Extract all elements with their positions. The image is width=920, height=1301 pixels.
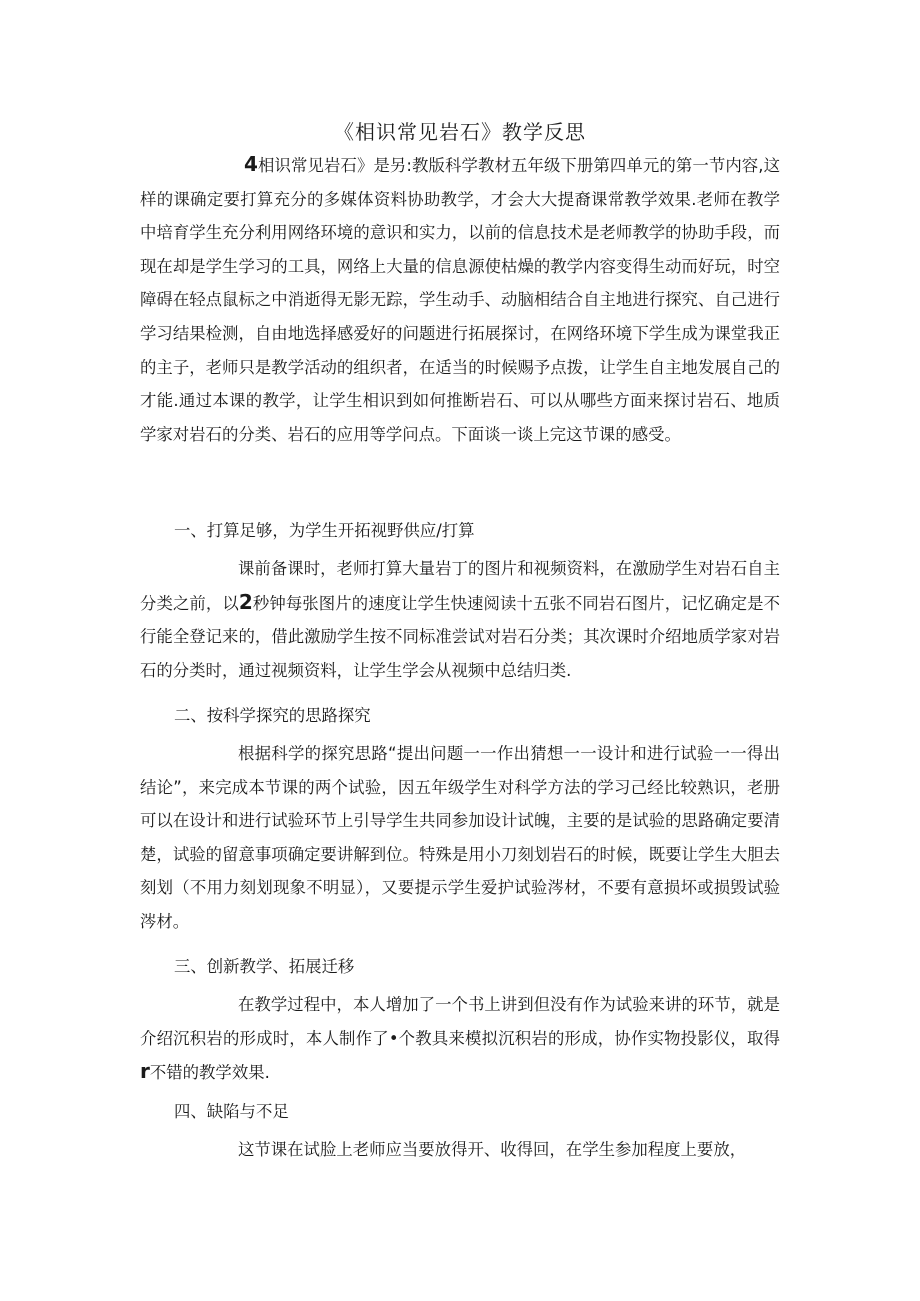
section-3-text-b: 不错的教学效果.	[149, 1063, 270, 1083]
intro-lead-number: 4	[244, 152, 258, 176]
section-4-paragraph: 这节课在试脸上老师应当要放得开、收得回，在学生参加程度上要放，	[238, 1140, 747, 1159]
section-1-text-b: 秒钟每张图片的速度让学生快速阅读十五张不同岩石图片，记忆确定是不行能全登记来的，借此激励学生按不同标准尝试对岩石分类；其次课时介绍地质学家对岩石的分类时，通过视频资料，让学生学会从视频中总结归类.	[140, 593, 781, 680]
document-title: 《相识常见岩石》教学反思	[334, 120, 586, 144]
section-3-paragraph	[140, 988, 780, 1090]
section-1-paragraph	[140, 552, 780, 687]
section-heading-2: 二、按科学探究的思路探究	[174, 706, 371, 725]
section-3-glyph: r	[140, 1059, 150, 1084]
section-3-text-a: 在教学过程中，本人增加了一个书上讲到但没有作为试验来讲的环节，就是介绍沉积岩的形成时，本人制作了•个教具来模拟沉积岩的形成，协作实物投影仪，取得	[140, 995, 780, 1048]
intro-paragraph	[140, 148, 780, 451]
section-1-number: 2	[238, 589, 253, 614]
section-heading-4: 四、缺陷与不足	[174, 1102, 289, 1121]
section-heading-1: 一、打算足够，为学生开拓视野供应/打算	[174, 521, 475, 540]
section-1-text-a: 课前备课时，老师打算大量岩丁的图片和视频资料，在激励学生对岩石自主分类之前，以	[140, 559, 780, 613]
section-2-paragraph: 根据科学的探究思路“提出问题一一作出猜想一一设计和进行试验一一得出结论”，来完成本节课的两个试验，因五年级学生对科学方法的学习己经比较熟识，老册可以在设计和进行试验环节上引导学生共同参加设计试魄，主要的是试验的思路确定要清楚，试验的留意事项确定要讲解到位。特殊是用小刀刻划岩石的时候，既要让学生大胆去刻划（不用力刻划现象不明显），又要提示学生爱护试验涔材，不要有意损坏或损毁试验涔材。	[140, 744, 780, 931]
intro-text: 相识常见岩石》是另:教版科学教材五年级下册第四单元的第一节内容,这样的课确定要打算充分的多媒体资料协助教学，才会大大提裔课常教学效果.老师在教学中培育学生充分利用网络环境的意识和实力，以前的信息技术是老师教学的协助手段，而现在却是学生学习的工具，网络上大量的信息源使枯燥的教学内容变得生动而好玩，时空障碍在轻点鼠标之中消逝得无影无踪，学生动手、动脑相结合自主地进行探究、自己进行学习结果检测，自由地选择感爱好的问题进行拓展探讨，在网络环境下学生成为课堂我正的主子，老师只是教学活动的组织者，在适当的时候赐予点拨，让学生自主地发展自己的才能.通过本课的教学，让学生相识到如何推断岩石、可以从哪些方面来探讨岩石、地质学家对岩石的分类、岩石的应用等学问点。下面谈一谈上完这节课的感受。	[140, 156, 780, 444]
section-heading-3: 三、创新教学、拓展迁移	[174, 957, 355, 976]
